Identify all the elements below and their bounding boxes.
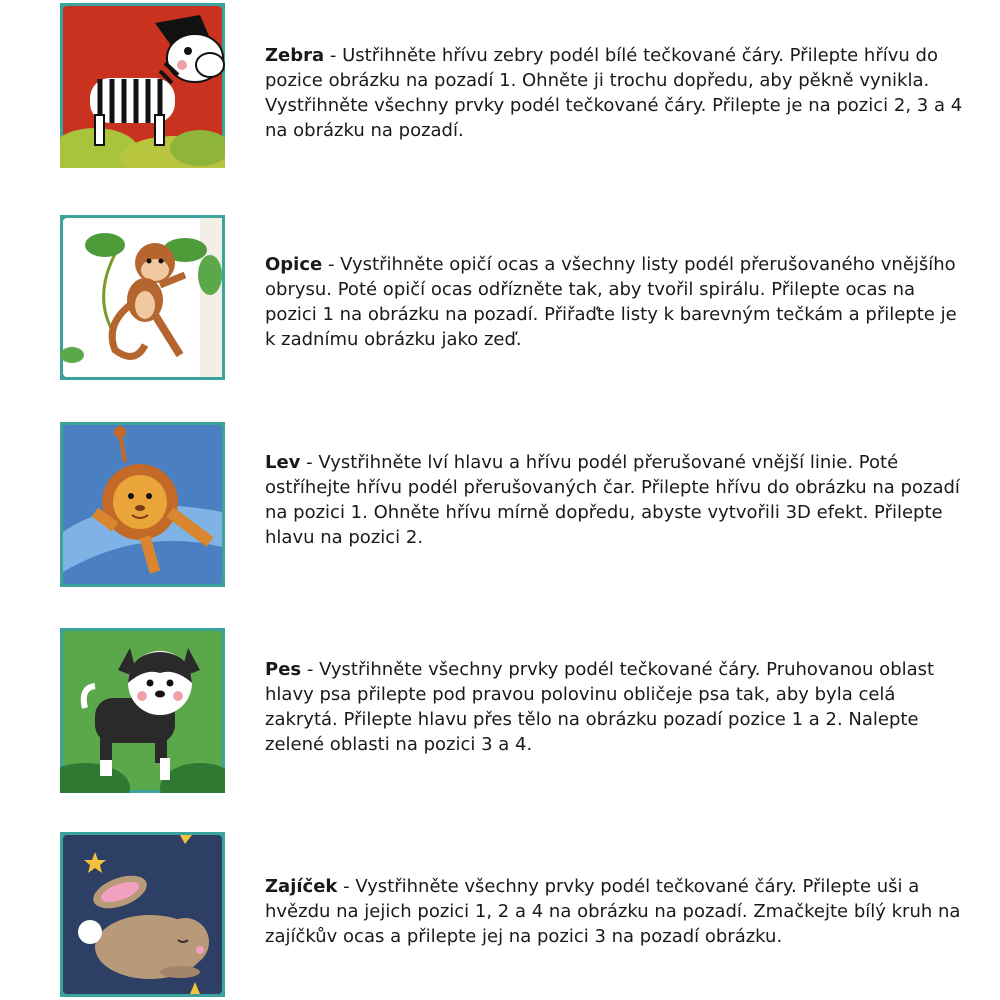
lion-image	[60, 422, 225, 587]
bunny-text: - Vystřihněte všechny prvky podél tečkované čáry. Přilepte uši a hvězdu na jejich pozici 1, 2 a 4 na obrázku na pozadí. Zmačkejte bílý kruh na zajíčkův ocas a přilepte jej na pozici 3 na pozadí obrázku.	[265, 876, 961, 947]
lion-description	[265, 450, 965, 550]
monkey-text: - Vystřihněte opičí ocas a všechny listy podél přerušovaného vnějšího obrysu. Poté opičí ocas odřízněte tak, aby tvořil spirálu. Přilepte ocas na pozici 1 na obrázku na pozadí. Přiřaďte listy k barevným tečkám a přilepte je k zadnímu obrázku jako zeď.	[265, 254, 957, 350]
dog-text: - Vystřihněte všechny prvky podél tečkované čáry. Pruhovanou oblast hlavy psa přilepte pod pravou polovinu obličeje psa tak, aby byla celá zakrytá. Přilepte hlavu přes tělo na obrázku pozadí pozice 1 a 2. Nalepte zelené oblasti na pozici 3 a 4.	[265, 659, 935, 755]
bunny-description	[265, 874, 965, 949]
zebra-description	[265, 43, 965, 143]
zebra-title: Zebra	[265, 45, 325, 66]
dog-description	[265, 657, 965, 757]
zebra-text: - Ustřihněte hřívu zebry podél bílé tečkované čáry. Přilepte hřívu do pozice obrázku na pozadí 1. Ohněte ji trochu dopředu, aby pěkně vynikla. Vystřihněte všechny prvky podél tečkované čáry. Přilepte je na pozici 2, 3 a 4 na obrázku na pozadí.	[265, 45, 963, 141]
lion-title: Lev	[265, 452, 301, 473]
monkey-image	[60, 215, 225, 380]
monkey-title: Opice	[265, 254, 323, 275]
monkey-description	[265, 252, 965, 352]
zebra-image	[60, 3, 225, 168]
lion-text: - Vystřihněte lví hlavu a hřívu podél přerušované vnější linie. Poté ostříhejte hřívu podél přerušovaných čar. Přilepte hřívu do obrázku na pozadí na pozici 1. Ohněte hřívu mírně dopředu, abyste vytvořili 3D efekt. Přilepte hlavu na pozici 2.	[265, 452, 960, 548]
bunny-title: Zajíček	[265, 876, 338, 897]
bunny-image	[60, 832, 225, 997]
dog-image	[60, 628, 225, 793]
dog-title: Pes	[265, 659, 302, 680]
